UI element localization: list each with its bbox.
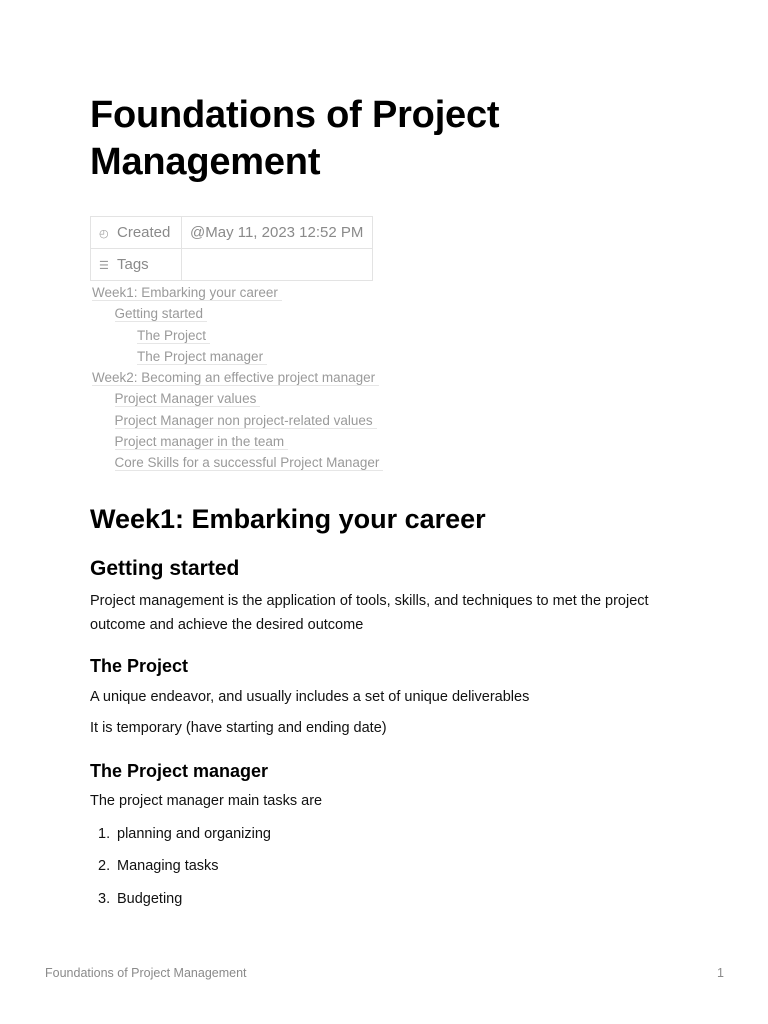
page-title: Foundations of Project Management [90,94,500,183]
toc-link[interactable]: The Project manager [92,347,690,368]
table-of-contents [92,283,690,475]
list-item: 2. Managing tasks [98,857,219,874]
project-heading: The Project [90,655,189,676]
property-key-created [91,217,182,249]
list-icon: ☰ [99,260,109,272]
footer-title: Foundations of Project Management [45,966,247,980]
toc-link[interactable]: Getting started [92,304,690,325]
toc-link[interactable]: Core Skills for a successful Project Manager [92,453,690,474]
property-key-tags [91,249,182,281]
getting-started-paragraph: Project management is the application of tools, skills, and techniques to met the project outcome and achieve the desired outcome [90,592,649,633]
property-label: Tags [117,256,149,273]
project-paragraph-1: A unique endeavor, and usually includes a set of unique deliverables [90,688,530,705]
document-page [90,92,690,911]
property-row-tags [91,249,373,281]
project-manager-heading: The Project manager [90,760,269,781]
toc-link[interactable]: The Project [92,326,690,347]
property-label: Created [117,224,171,241]
property-row-created [91,217,373,249]
page-number: 1 [717,966,724,980]
project-manager-paragraph: The project manager main tasks are [90,792,323,809]
week1-heading: Week1: Embarking your career [90,503,486,534]
toc-link[interactable]: Week1: Embarking your career [92,283,690,304]
getting-started-heading: Getting started [90,556,240,580]
clock-icon: ◴ [99,228,109,240]
toc-link[interactable]: Project Manager non project-related values [92,411,690,432]
list-item: 1. planning and organizing [98,825,271,842]
toc-link[interactable]: Week2: Becoming an effective project manager [92,368,690,389]
toc-link[interactable]: Project manager in the team [92,432,690,453]
project-paragraph-2: It is temporary (have starting and ending date) [90,719,387,736]
toc-link[interactable]: Project Manager values [92,389,690,410]
manager-tasks-list [90,822,690,911]
property-value-tags[interactable] [182,249,373,281]
property-value-created[interactable]: @May 11, 2023 12:52 PM [182,217,373,249]
list-item: 3. Budgeting [98,890,183,907]
properties-table [90,216,373,281]
